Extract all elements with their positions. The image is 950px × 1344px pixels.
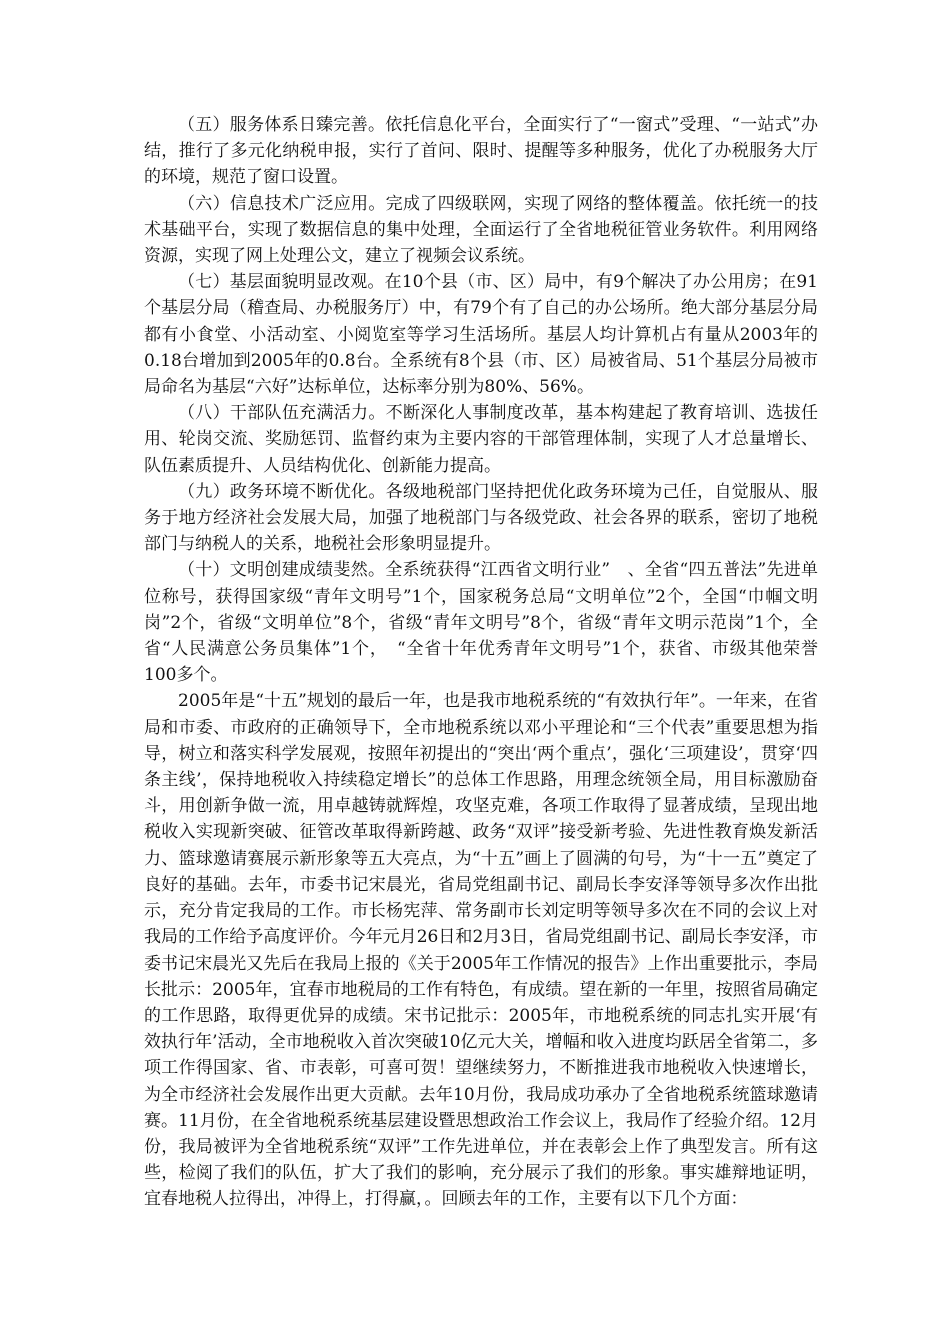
paragraph-government-environment: （九）政务环境不断优化。各级地税部门坚持把优化政务环境为己任，自觉服从、服务于地方经济社会发展大局，加强了地税部门与各级党政、社会各界的联系，密切了地税部门与纳税人的关系，地税社会形象明显提升。	[144, 481, 818, 555]
paragraph-civilization: （十）文明创建成绩斐然。全系统获得“江西省文明行业” 、全省“四五普法”先进单位称号，获得国家级“青年文明号”1个，国家税务总局“文明单位”2个，全国“巾帼文明岗”2个，省级“文明单位”8个，省级“青年文明号”8个，省级“青年文明示范岗”1个，全省“人民满意公务员集体”1个， “全省十年优秀青年文明号”1个，获省、市级其他荣誉100多个。	[144, 560, 818, 686]
document-body	[144, 112, 818, 1213]
paragraph-cadre-team: （八）干部队伍充满活力。不断深化人事制度改革，基本构建起了教育培训、选拔任用、轮岗交流、奖励惩罚、监督约束为主要内容的干部管理体制，实现了人才总量增长、队伍素质提升、人员结构优化、创新能力提高。	[144, 403, 818, 476]
paragraph-grassroots: （七）基层面貌明显改观。在10个县（市、区）局中，有9个解决了办公用房；在91个基层分局（稽查局、办税服务厅）中，有79个有了自己的办公场所。绝大部分基层分局都有小食堂、小活动室、小阅览室等学习生活场所。基层人均计算机占有量从2003年的0.18台增加到2005年的0.8台。全系统有8个县（市、区）局被省局、51个基层分局被市局命名为基层“六好”达标单位，达标率分别为80%、56%。	[144, 272, 818, 398]
paragraph-service-system: （五）服务体系日臻完善。依托信息化平台，全面实行了“一窗式”受理、“一站式”办结，推行了多元化纳税申报，实行了首问、限时、提醒等多种服务，优化了办税服务大厅的环境，规范了窗口设置。	[144, 115, 818, 188]
paragraph-it-application: （六）信息技术广泛应用。完成了四级联网，实现了网络的整体覆盖。依托统一的技术基础平台，实现了数据信息的集中处理，全面运行了全省地税征管业务软件。利用网络资源，实现了网上处理公文，建立了视频会议系统。	[144, 193, 818, 267]
paragraph-2005-review: 2005年是“十五”规划的最后一年，也是我市地税系统的“有效执行年”。一年来，在省局和市委、市政府的正确领导下，全市地税系统以邓小平理论和“三个代表”重要思想为指导，树立和落实科学发展观，按照年初提出的“突出‘两个重点’，强化‘三项建设’，贯穿‘四条主线’，保持地税收入持续稳定增长”的总体工作思路，用理念统领全局，用目标激励奋斗，用创新争做一流，用卓越铸就辉煌，攻坚克难，各项工作取得了显著成绩，呈现出地税收入实现新突破、征管改革取得新跨越、政务“双评”接受新考验、先进性教育焕发新活力、篮球邀请赛展示新形象等五大亮点，为“十五”画上了圆满的句号，为“十一五”奠定了良好的基础。去年，市委书记宋晨光，省局党组副书记、副局长李安泽等领导多次作出批示，充分肯定我局的工作。市长杨宪萍、常务副市长刘定明等领导多次在不同的会议上对我局的工作给予高度评价。今年元月26日和2月3日，省局党组副书记、副局长李安泽，市委书记宋晨光又先后在我局上报的《关于2005年工作情况的报告》上作出重要批示，李局长批示：2005年，宜春市地税局的工作有特色，有成绩。望在新的一年里，按照省局确定的工作思路，取得更优异的成绩。宋书记批示：2005年，市地税系统的同志扎实开展‘有效执行年’活动，全市地税收入首次突破10亿元大关，增幅和收入进度均跃居全省第二，多项工作得国家、省、市表彰，可喜可贺！望继续努力，不断推进我市地税收入快速增长，为全市经济社会发展作出更大贡献。去年10月份，我局成功承办了全省地税系统篮球邀请赛。11月份，在全省地税系统基层建设暨思想政治工作会议上，我局作了经验介绍。12月份，我局被评为全省地税系统“双评”工作先进单位，并在表彰会上作了典型发言。所有这些，检阅了我们的队伍，扩大了我们的影响，充分展示了我们的形象。事实雄辩地证明，宜春地税人拉得出，冲得上，打得赢，。回顾去年的工作，主要有以下几个方面：	[144, 691, 818, 1210]
